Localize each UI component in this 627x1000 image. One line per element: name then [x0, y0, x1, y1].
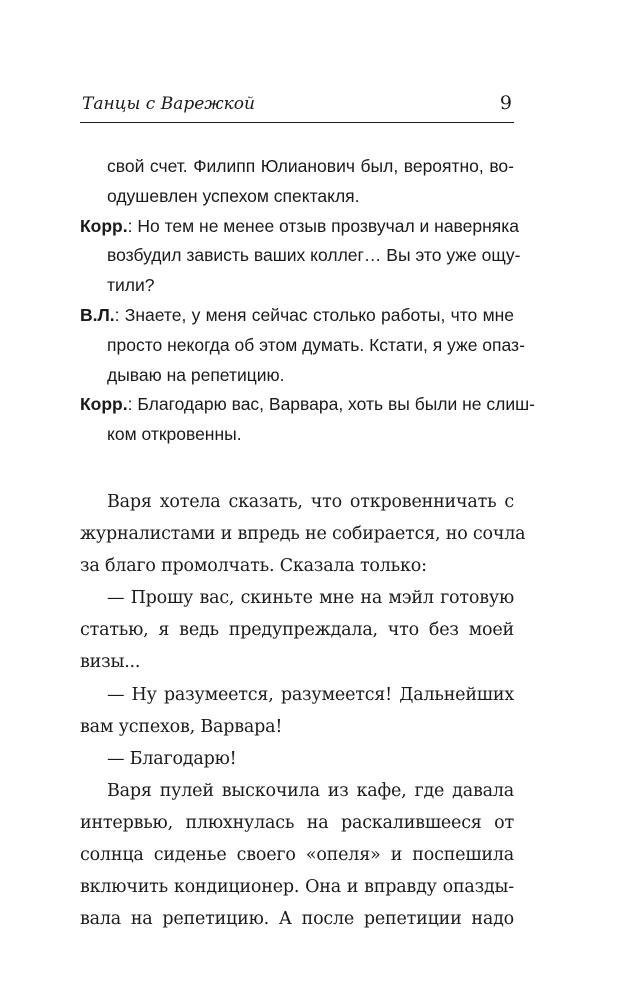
interview-line: В.Л.: Знаете, у меня сейчас столько работы, что мне [80, 304, 514, 325]
running-header [80, 90, 514, 123]
speaker-label: Корр. [80, 215, 128, 236]
interview-line: дываю на репетицию. [107, 364, 285, 385]
interview-line: Корр.: Благодарю вас, Варвара, хоть вы были не слиш- [80, 394, 536, 415]
prose-line: визы... [80, 652, 141, 673]
speaker-label: В.Л. [80, 304, 115, 325]
prose-line: — Ну разумеется, разумеется! Дальнейших [107, 684, 514, 705]
interview-line: тили? [107, 275, 155, 296]
prose-line: Варя хотела сказать, что откровенничать с [107, 492, 514, 512]
prose-line: — Прошу вас, скиньте мне на мэйл готовую [107, 588, 514, 609]
interview-line: возбудил зависть ваших коллег… Вы это уже ощу- [107, 245, 521, 266]
prose-block [80, 486, 526, 935]
prose-line: статью, я ведь предупреждала, что без моей [80, 620, 514, 641]
prose-line: вала на репетицию. А после репетиции надо [80, 909, 514, 930]
interview-line: Корр.: Но тем не менее отзыв прозвучал и наверняка [80, 215, 520, 236]
prose-line: интервью, плюхнулась на раскалившееся от [80, 812, 514, 833]
interview-line: ком откровенны. [107, 424, 242, 445]
prose-line: Варя пулей выскочила из кафе, где давала [107, 780, 514, 801]
prose-line: вам успехов, Варвара! [80, 716, 283, 737]
page-number: 9 [499, 92, 512, 114]
prose-line: за благо промолчать. Сказала только: [80, 556, 427, 577]
interview-line: одушевлен успехом спектакля. [107, 185, 360, 206]
prose-line: солнца сиденье своего «опеля» и поспешила [80, 845, 514, 866]
speaker-label: Корр. [80, 394, 128, 415]
prose-line: включить кондиционер. Она и вправду опазды- [80, 877, 514, 898]
interview-line: просто некогда об этом думать. Кстати, я уже опаз- [107, 334, 525, 355]
interview-line: свой счет. Филипп Юлианович был, вероятно, во- [107, 156, 514, 176]
running-title: Танцы с Варежкой [82, 94, 255, 114]
interview-block [80, 152, 536, 450]
prose-line: — Благодарю! [107, 748, 237, 769]
prose-line: журналистами и впредь не собирается, но сочла [80, 524, 526, 545]
